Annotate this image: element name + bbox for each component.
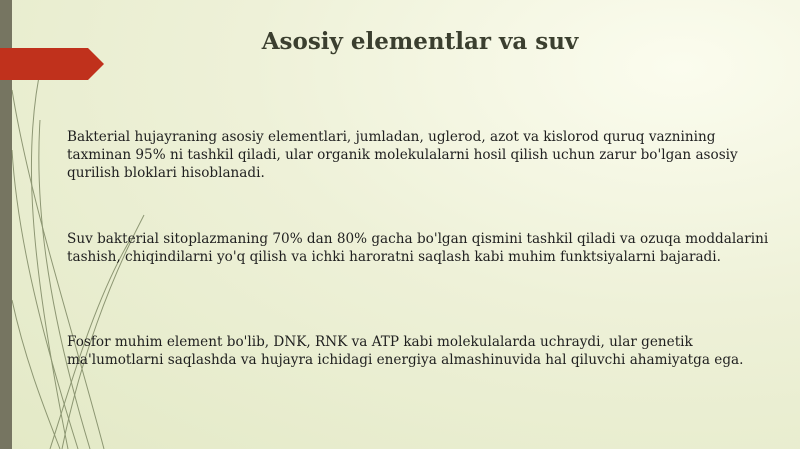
paragraph-water: Suv bakterial sitoplazmaning 70% dan 80% gacha bo'lgan qismini tashkil qiladi va ozuqa moddalarini tashish, chiqindilarni yo'q qilish va ichki haroratni saqlash kabi muhim funktsiyalarni bajaradi. [67,231,769,265]
slide-title: Asosiy elementlar va suv [261,28,579,55]
paragraph-phosphorus: Fosfor muhim element bo'lib, DNK, RNK va ATP kabi molekulalarda uchraydi, ular genetik ma'lumotlarni saqlashda va hujayra ichidagi energiya almashinuvida hal qiluvchi ahamiyatga ega. [67,334,744,368]
accent-arrow-banner [0,48,104,80]
paragraph-elements: Bakterial hujayraning asosiy elementlari, jumladan, uglerod, azot va kislorod quruq vaznining taxminan 95% ni tashkil qiladi, ular organik molekulalarni hosil qilish uchun zarur bo'lgan asosiy qurilish bloklari hisoblanadi. [67,129,738,181]
